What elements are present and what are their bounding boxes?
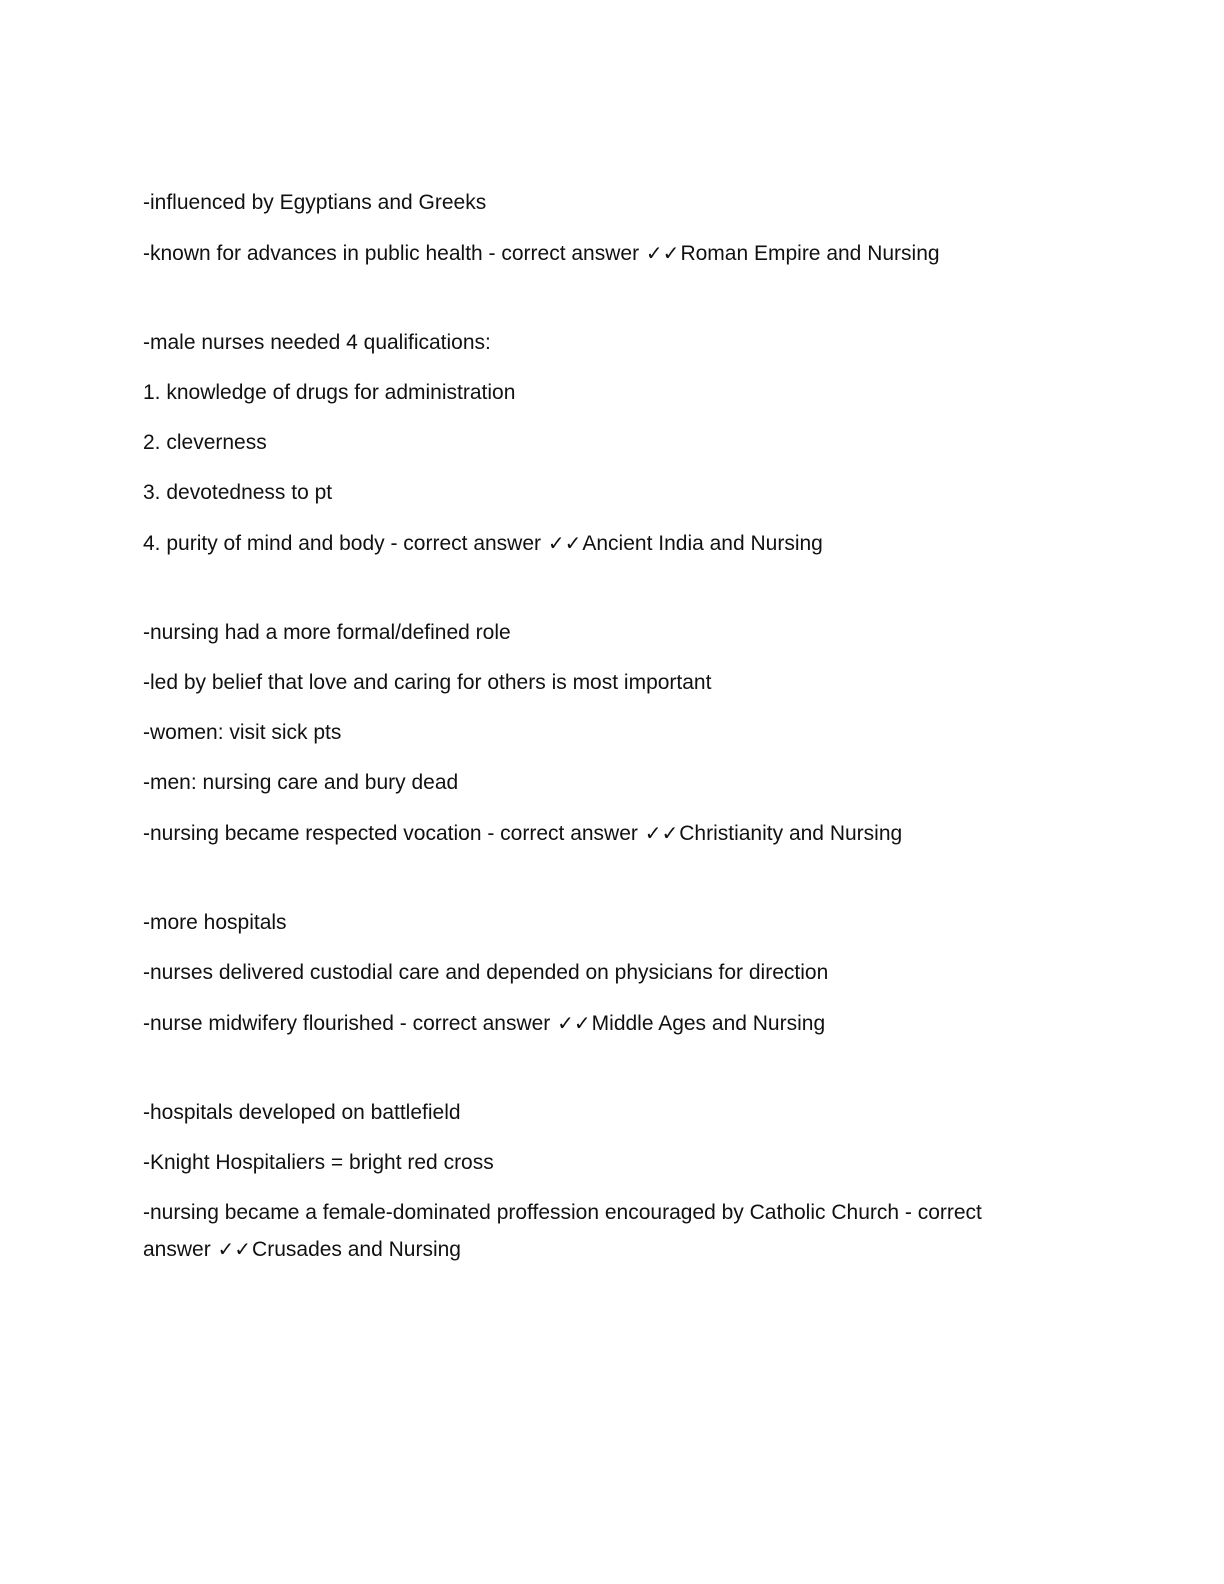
clue-line: -women: visit sick pts [143, 721, 342, 744]
answer-text: Christianity and Nursing [679, 822, 903, 845]
clue-line: -male nurses needed 4 qualifications: [143, 331, 491, 354]
clue-line: -influenced by Egyptians and Greeks [143, 191, 487, 214]
clue-line: -more hospitals [143, 911, 287, 934]
clue-text: -nursing became respected vocation - correct answer [143, 822, 644, 845]
clue-line: -men: nursing care and bury dead [143, 771, 459, 794]
clue-line: -hospitals developed on battlefield [143, 1101, 461, 1124]
qa-block-crusades [143, 1100, 1023, 1268]
qa-block-christianity [143, 620, 1023, 847]
answer-line [143, 1010, 1023, 1037]
clue-line: -nursing had a more formal/defined role [143, 621, 511, 644]
double-check-icon: ✓✓ [644, 821, 679, 845]
answer-text: Crusades and Nursing [252, 1238, 461, 1261]
answer-text: Ancient India and Nursing [582, 532, 823, 555]
double-check-icon: ✓✓ [557, 1011, 591, 1035]
qa-block-middle-ages [143, 910, 1023, 1037]
qa-block-roman-empire [143, 190, 1023, 267]
clue-text: -nursing became a female-dominated proffession encouraged by Catholic Church - correct answer [143, 1201, 982, 1261]
clue-line: 2. cleverness [143, 431, 267, 454]
answer-line [143, 1194, 1023, 1268]
document-content [143, 190, 1023, 1331]
clue-line: 3. devotedness to pt [143, 481, 333, 504]
answer-line [143, 530, 1023, 557]
clue-line: 1. knowledge of drugs for administration [143, 381, 516, 404]
qa-block-ancient-india [143, 330, 1023, 557]
double-check-icon: ✓✓ [645, 241, 680, 265]
clue-text: -known for advances in public health - correct answer [143, 242, 645, 265]
clue-text: 4. purity of mind and body - correct answer [143, 532, 547, 555]
answer-line [143, 240, 1023, 267]
double-check-icon: ✓✓ [217, 1237, 252, 1261]
answer-text: Roman Empire and Nursing [680, 242, 940, 265]
clue-line: -led by belief that love and caring for others is most important [143, 671, 712, 694]
answer-text: Middle Ages and Nursing [591, 1012, 826, 1035]
double-check-icon: ✓✓ [547, 531, 582, 555]
clue-line: -nurses delivered custodial care and depended on physicians for direction [143, 961, 829, 984]
answer-line [143, 820, 1023, 847]
clue-line: -Knight Hospitaliers = bright red cross [143, 1151, 494, 1174]
clue-text: -nurse midwifery flourished - correct answer [143, 1012, 557, 1035]
